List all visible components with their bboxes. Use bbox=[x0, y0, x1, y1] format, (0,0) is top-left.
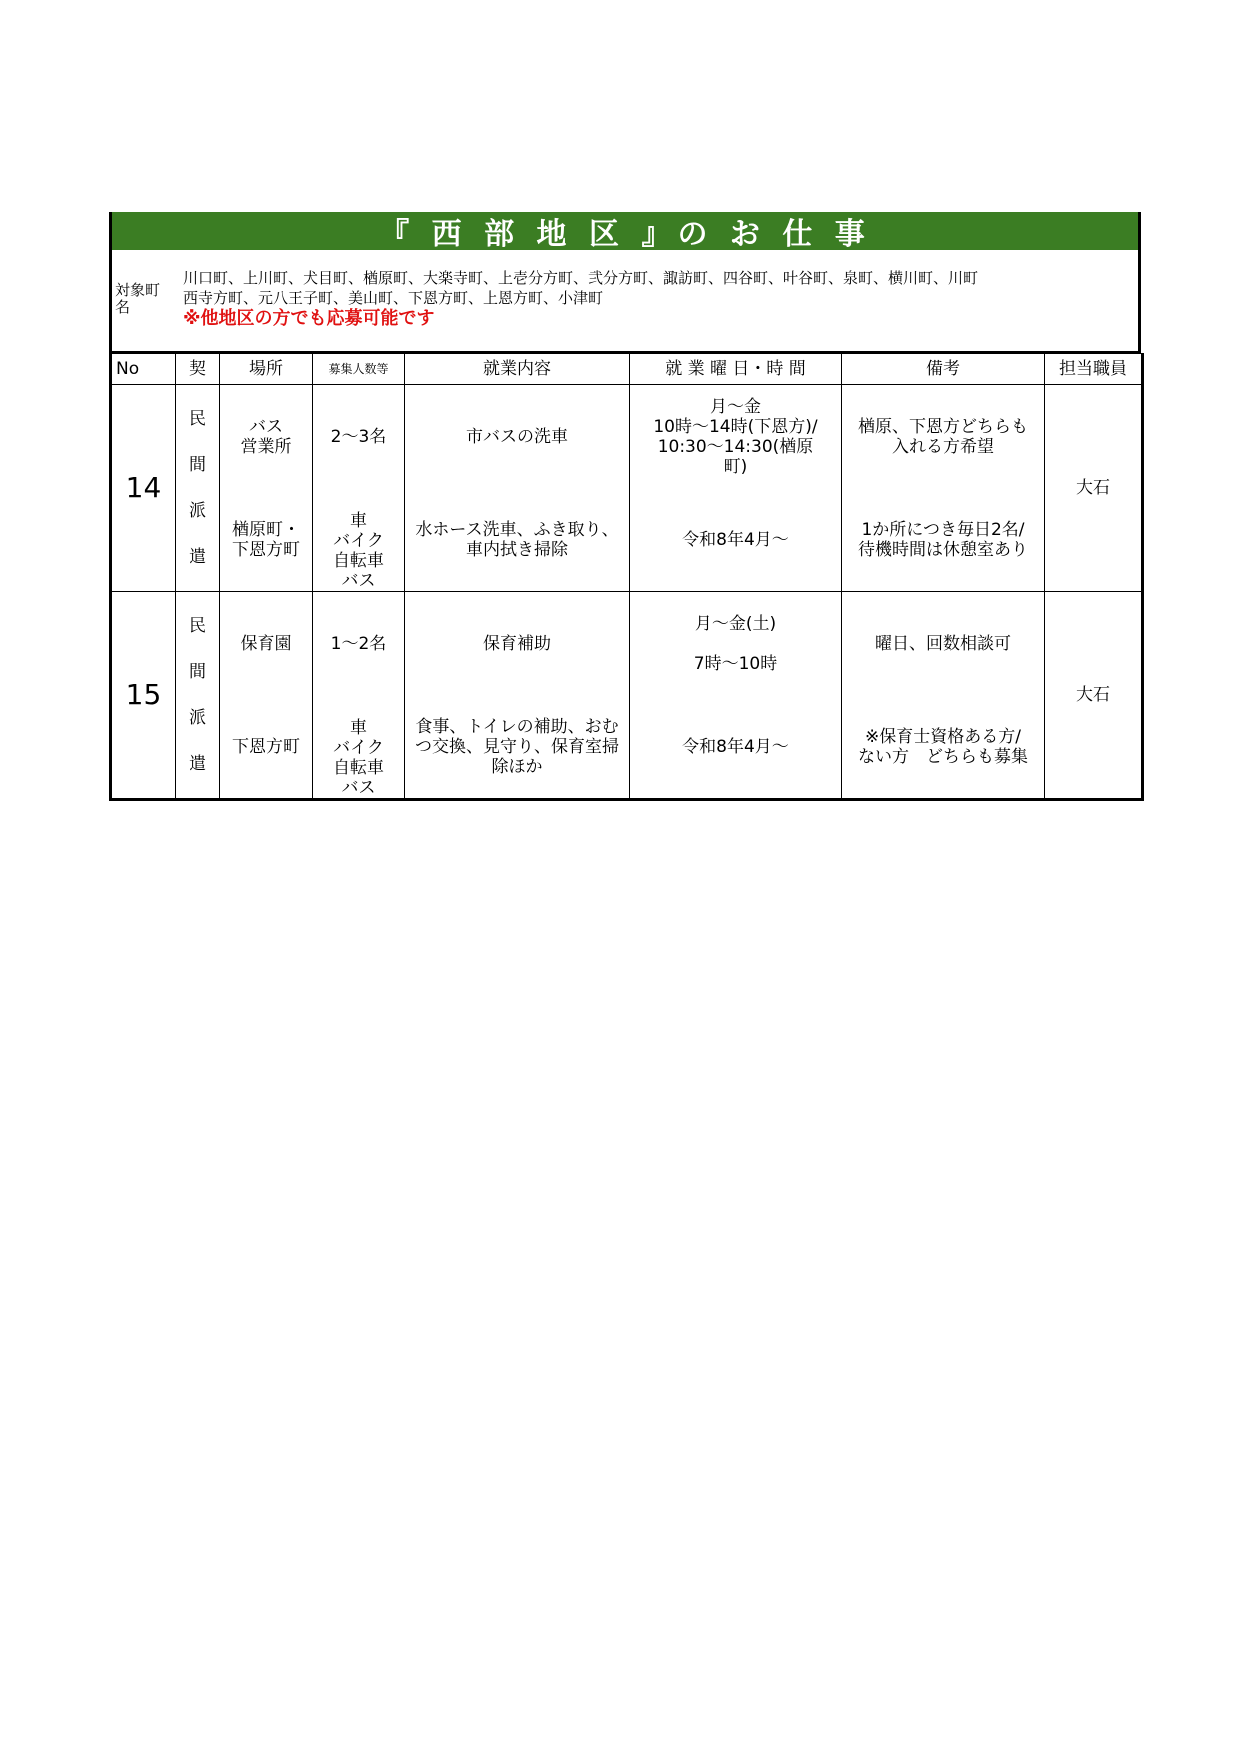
recruit-bottom bbox=[313, 695, 404, 798]
schedule-top bbox=[630, 592, 841, 695]
schedule-top-text: 月〜金(土) 7時〜10時 bbox=[693, 613, 778, 674]
work-content-top bbox=[405, 385, 629, 488]
work-content bbox=[405, 592, 630, 800]
remarks-bottom bbox=[842, 695, 1044, 798]
place-top bbox=[220, 385, 312, 488]
schedule-content bbox=[630, 385, 841, 591]
table-row bbox=[111, 385, 1143, 592]
work-content-bottom-text: 水ホース洗車、ふき取り、 車内拭き掃除 bbox=[415, 519, 619, 560]
recruit-top bbox=[313, 592, 404, 695]
towns-line-2: 西寺方町、元八王子町、美山町、下恩方町、上恩方町、小津町 bbox=[183, 289, 604, 307]
work-content-bottom bbox=[405, 695, 629, 798]
header-contract: 契 bbox=[176, 354, 220, 385]
page-title: 『 西 部 地 区 』の お 仕 事 bbox=[109, 212, 1141, 250]
target-area-section bbox=[109, 250, 1141, 353]
work-content-content bbox=[405, 592, 629, 798]
recruit-top-text: 2〜3名 bbox=[330, 426, 387, 447]
schedule bbox=[630, 385, 842, 592]
schedule-content bbox=[630, 592, 841, 798]
schedule bbox=[630, 592, 842, 800]
other-area-note: ※他地区の方でも応募可能です bbox=[183, 308, 435, 329]
place-top bbox=[220, 592, 312, 695]
schedule-bottom-text: 令和8年4月〜 bbox=[682, 529, 789, 550]
recruit bbox=[313, 385, 405, 592]
contract-type bbox=[176, 385, 220, 592]
header-place: 場所 bbox=[220, 354, 313, 385]
remarks bbox=[842, 385, 1045, 592]
remarks-top-text: 曜日、回数相談可 bbox=[875, 633, 1011, 654]
contract-char: 遣 bbox=[189, 547, 206, 567]
remarks-top bbox=[842, 592, 1044, 695]
work-content-content bbox=[405, 385, 629, 591]
remarks-bottom-text: ※保育士資格ある方/ ない方 どちらも募集 bbox=[858, 726, 1028, 767]
contract-type bbox=[176, 592, 220, 800]
header-staff: 担当職員 bbox=[1045, 354, 1143, 385]
recruit-top-text: 1〜2名 bbox=[330, 633, 387, 654]
work-content bbox=[405, 385, 630, 592]
recruit-bottom bbox=[313, 488, 404, 591]
place-top-text: バス 営業所 bbox=[240, 416, 292, 457]
recruit-bottom-text: 車 バイク 自転車 バス bbox=[333, 511, 384, 591]
schedule-top-text: 月〜金 10時〜14時(下恩方)/ 10:30〜14:30(楢原 町) bbox=[653, 396, 818, 477]
remarks-bottom-text: 1か所につき毎日2名/ 待機時間は休憩室あり bbox=[858, 519, 1028, 560]
target-area-towns bbox=[183, 268, 978, 330]
header-recruit: 募集人数等 bbox=[313, 354, 405, 385]
contract-char: 派 bbox=[189, 708, 206, 728]
remarks-top bbox=[842, 385, 1044, 488]
header-remarks: 備考 bbox=[842, 354, 1045, 385]
place-content bbox=[220, 385, 312, 591]
place-top-text: 保育園 bbox=[240, 633, 292, 654]
schedule-bottom bbox=[630, 695, 841, 798]
contract-char: 民 bbox=[189, 616, 206, 636]
staff-name: 大石 bbox=[1045, 592, 1143, 800]
work-content-top bbox=[405, 592, 629, 695]
contract-char: 民 bbox=[189, 409, 206, 429]
target-area-label: 対象町名 bbox=[115, 281, 161, 316]
place-bottom bbox=[220, 488, 312, 591]
job-number: 14 bbox=[111, 385, 176, 592]
job-sheet bbox=[109, 212, 1141, 801]
schedule-top bbox=[630, 385, 841, 488]
place-content bbox=[220, 592, 312, 798]
remarks-bottom bbox=[842, 488, 1044, 591]
contract-char: 遣 bbox=[189, 754, 206, 774]
remarks-top-text: 楢原、下恩方どちらも 入れる方希望 bbox=[858, 416, 1028, 457]
schedule-bottom bbox=[630, 488, 841, 591]
recruit-bottom-text: 車 バイク 自転車 バス bbox=[333, 718, 384, 798]
contract-char: 間 bbox=[189, 455, 206, 475]
job-table bbox=[109, 353, 1144, 801]
work-content-bottom bbox=[405, 488, 629, 591]
place-bottom-text: 楢原町・ 下恩方町 bbox=[232, 519, 300, 560]
contract-char: 派 bbox=[189, 501, 206, 521]
header-schedule: 就 業 曜 日・時 間 bbox=[630, 354, 842, 385]
remarks bbox=[842, 592, 1045, 800]
work-content-bottom-text: 食事、トイレの補助、おむ つ交換、見守り、保育室掃 除ほか bbox=[415, 716, 619, 777]
place-bottom-text: 下恩方町 bbox=[232, 736, 300, 757]
table-row bbox=[111, 592, 1143, 800]
towns-line-1: 川口町、上川町、犬目町、楢原町、大楽寺町、上壱分方町、弐分方町、諏訪町、四谷町、叶谷町、泉町、横川町、川町 bbox=[183, 269, 979, 287]
place bbox=[220, 592, 313, 800]
recruit bbox=[313, 592, 405, 800]
schedule-bottom-text: 令和8年4月〜 bbox=[682, 736, 789, 757]
place-bottom bbox=[220, 695, 312, 798]
place bbox=[220, 385, 313, 592]
job-number: 15 bbox=[111, 592, 176, 800]
contract-char: 間 bbox=[189, 662, 206, 682]
table-header-row bbox=[111, 354, 1143, 385]
header-no: No bbox=[111, 354, 176, 385]
work-content-top-text: 保育補助 bbox=[483, 633, 551, 654]
recruit-content bbox=[313, 592, 404, 798]
recruit-top bbox=[313, 385, 404, 488]
remarks-content bbox=[842, 592, 1044, 798]
recruit-content bbox=[313, 385, 404, 591]
remarks-content bbox=[842, 385, 1044, 591]
work-content-top-text: 市バスの洗車 bbox=[466, 426, 568, 447]
header-work: 就業内容 bbox=[405, 354, 630, 385]
staff-name: 大石 bbox=[1045, 385, 1143, 592]
